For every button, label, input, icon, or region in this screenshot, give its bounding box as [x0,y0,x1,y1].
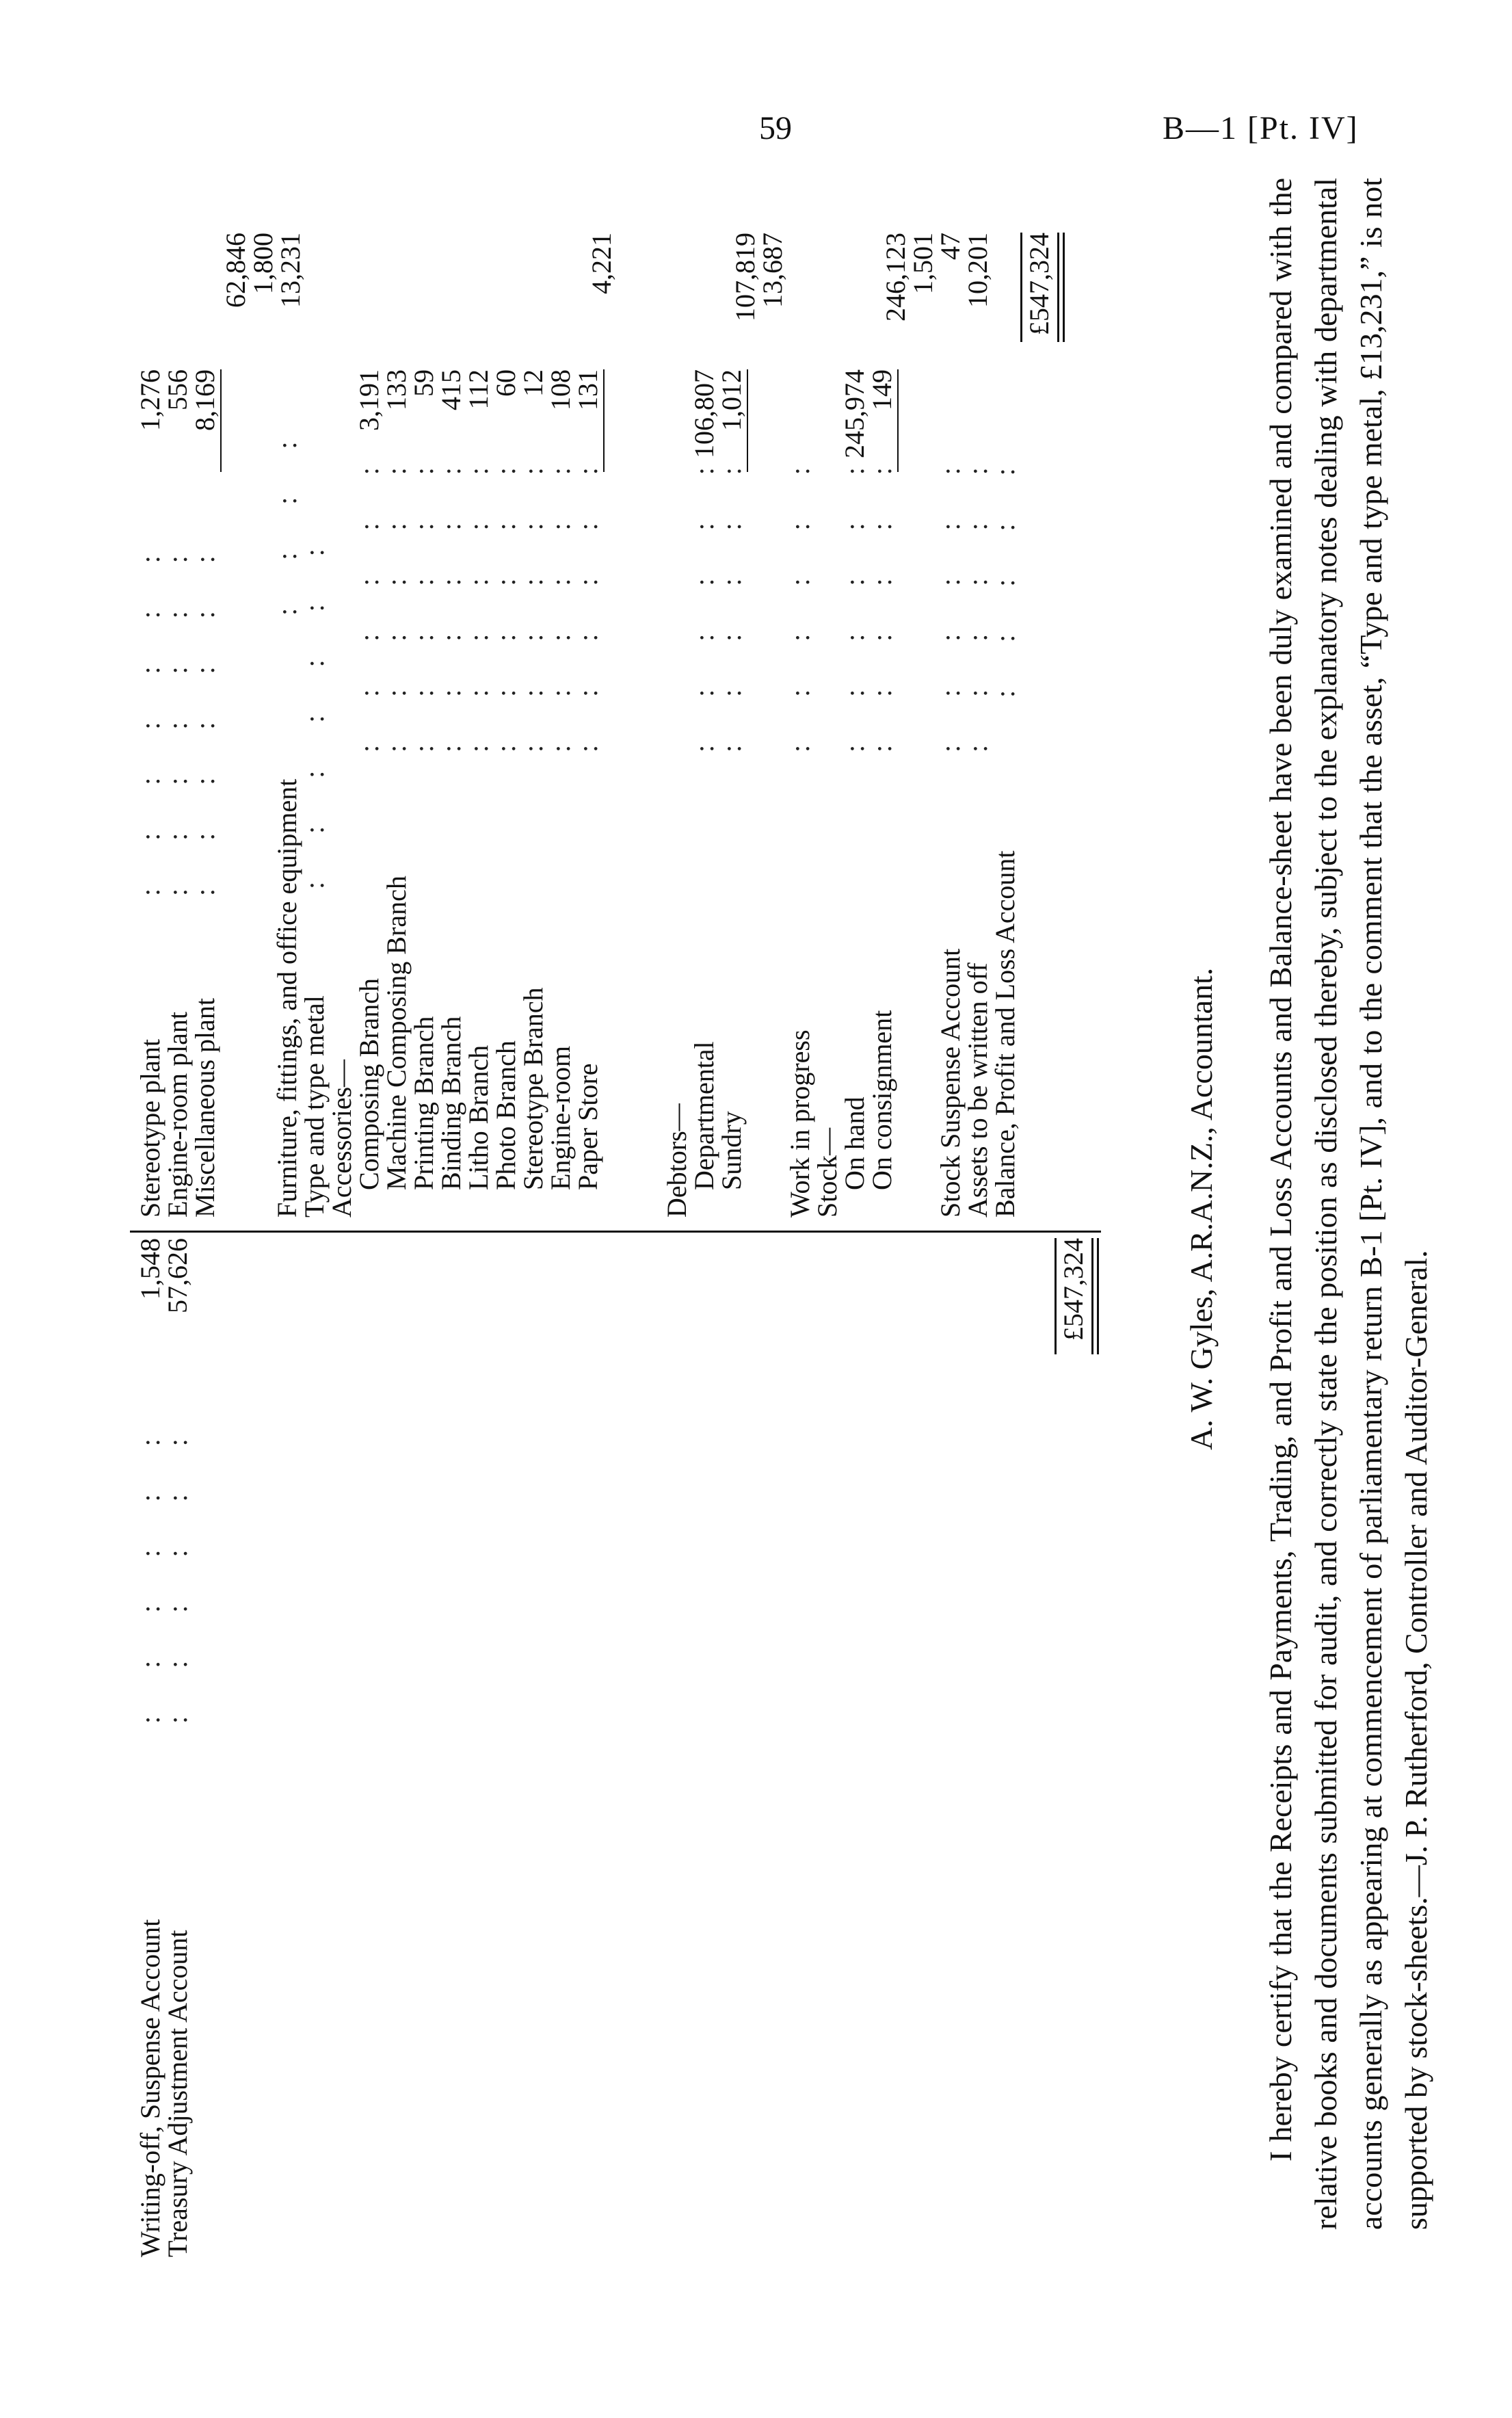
asset-label: Engine-room plant [162,1011,193,1218]
asset-subamount: 12 [518,369,548,397]
asset-label: Stereotype Branch [518,987,548,1190]
liability-label: Writing-off, Suspense Account [135,1919,165,2257]
asset-subamount: 133 [381,369,412,410]
column-divider [130,1231,1101,1233]
asset-label: Balance, Profit and Loss Account [990,850,1020,1218]
asset-label: Composing Branch [354,978,384,1190]
asset-label: Stock Suspense Account [935,948,966,1218]
asset-label: Type and type metal [299,995,330,1218]
leader-dots: : : : : : : [839,447,870,752]
asset-subamount: 556 [162,369,193,410]
leader-dots: : : : : : [990,447,1020,698]
total-double-rule [1097,1238,1099,1354]
leader-dots: : : : : : : : [135,535,165,896]
asset-label: Sundry [716,1111,747,1190]
leader-dots: : : : : : : [408,447,439,752]
assets-total: £547,324 [1024,233,1055,335]
asset-total: 246,123 [880,233,911,321]
leader-dots: : : : : : : : [162,535,193,896]
subtotal-rule [747,369,748,472]
asset-label: On hand [839,1096,870,1190]
liability-amount: 1,548 [135,1238,165,1300]
asset-total: 107,819 [730,233,760,321]
asset-label: Accessories— [326,1059,357,1218]
leader-dots: : : : : : : [689,447,719,752]
total-rule [1020,233,1022,342]
leader-dots: : : : : : : [784,447,815,752]
asset-label: Printing Branch [408,1016,439,1190]
asset-label: Stereotype plant [135,1038,165,1218]
total-rule [1055,1238,1057,1354]
leader-dots: : : : : : : [518,447,548,752]
asset-subamount: 8,169 [189,369,220,431]
audit-certificate: I hereby certify that the Receipts and Payments, Trading, and Profit and Loss Accounts and Balance-sheet have been duly examined and compared with the relative books and documents submitted for audit, and correctly state the position as disclosed thereby, subject to the explanatory notes dealing with departmental accounts generally as appearing at commencement of parliamentary return B-1 [Pt. IV], and to the comment that the asset, “Type and type metal, £13,231,” is not supported by stock-sheets.—J. P. Rutherford, Controller and Auditor-General. [1263,178,1433,2230]
page-reference: B—1 [Pt. IV] [1163,110,1359,146]
asset-label: Photo Branch [490,1040,521,1190]
liability-label: Treasury Adjustment Account [162,1930,193,2257]
leader-dots: : : : : : : [162,1418,193,1724]
asset-total: 1,800 [248,233,278,294]
total-double-rule [1091,1238,1093,1354]
asset-subamount: 112 [463,369,494,410]
asset-label: On consignment [866,1010,897,1190]
subtotal-rule [220,369,222,472]
asset-total: 4,221 [586,233,617,294]
asset-label: Binding Branch [436,1016,466,1190]
asset-label: Assets to be written off [962,962,993,1218]
leader-dots: : : : : : : [436,447,466,752]
asset-subamount: 59 [408,369,439,397]
asset-label: Engine-room [545,1045,576,1190]
accountant-signature: A. W. Gyles, A.R.A.N.Z., Accountant. [1184,967,1219,1450]
asset-total: 1,501 [907,233,938,294]
leader-dots: : : : : : : [572,447,603,752]
asset-subamount: 106,807 [689,369,719,458]
asset-total: 13,687 [757,233,788,308]
asset-subamount: 60 [490,369,521,397]
asset-subamount: 245,974 [839,369,870,458]
leader-dots: : : : : : : : [299,528,330,889]
leader-dots: : : : : : : [135,1418,165,1724]
leader-dots: : : : : : : [935,447,966,752]
asset-label: Debtors— [661,1103,692,1218]
leader-dots: : : : : [271,421,302,616]
asset-label: Work in progress [784,1029,815,1218]
leader-dots: : : : : : : [463,447,494,752]
leader-dots: : : : : : : [716,447,747,752]
asset-total: 13,231 [275,233,306,308]
asset-total: 10,201 [962,233,993,308]
leader-dots: : : : : : : [962,447,993,752]
total-double-rule [1063,233,1065,342]
leader-dots: : : : : : : [354,447,384,752]
asset-total: 47 [935,233,966,260]
leader-dots: : : : : : : [866,447,897,752]
asset-subamount: 415 [436,369,466,410]
asset-label: Stock— [812,1127,843,1218]
asset-label: Miscellaneous plant [189,997,220,1218]
liabilities-total: £547,324 [1058,1238,1089,1341]
leader-dots: : : : : : : : [189,535,220,896]
subtotal-rule [603,369,605,472]
leader-dots: : : : : : : [381,447,412,752]
asset-total: 62,846 [220,233,251,308]
balance-sheet-rotated [137,96,1491,2257]
leader-dots: : : : : : : [545,447,576,752]
asset-label: Furniture, fittings, and office equipment [271,778,302,1218]
asset-subamount: 1,012 [716,369,747,431]
asset-subamount: 149 [866,369,897,410]
asset-subamount: 1,276 [135,369,165,431]
liability-amount: 57,626 [162,1238,193,1313]
asset-subamount: 131 [572,369,603,410]
asset-label: Paper Store [572,1063,603,1190]
asset-subamount: 3,191 [354,369,384,431]
total-double-rule [1057,233,1059,342]
leader-dots: : : : : : : [490,447,521,752]
asset-label: Machine Composing Branch [381,876,412,1190]
asset-label: Litho Branch [463,1044,494,1190]
asset-label: Departmental [689,1041,719,1190]
subtotal-rule [897,369,899,472]
asset-subamount: 108 [545,369,576,410]
page-number: 59 [759,110,792,146]
